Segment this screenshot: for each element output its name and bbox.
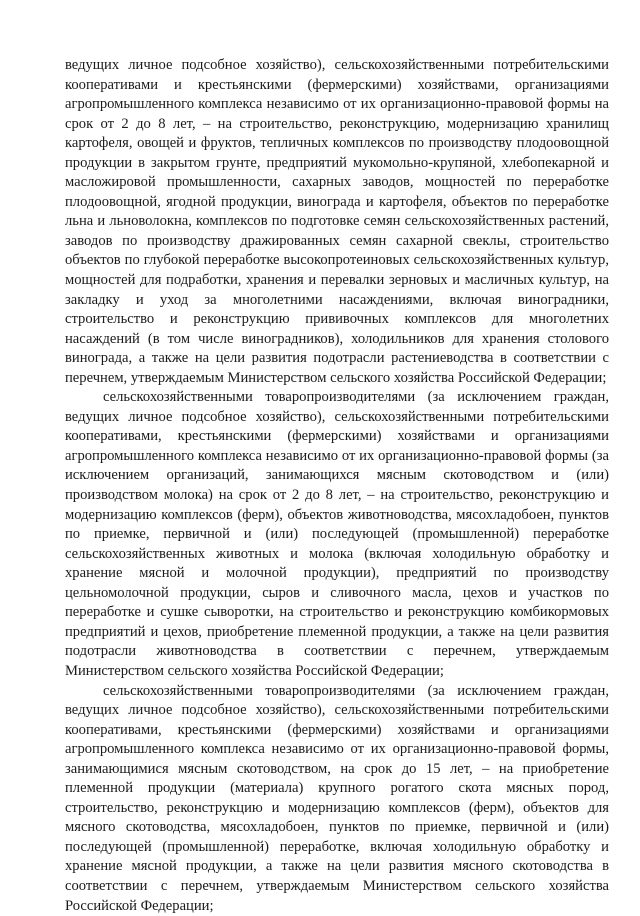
document-page	[65, 56, 609, 916]
paragraph-livestock: сельскохозяйственными товаропроизводителями (за исключением граждан, ведущих личное подсобное хозяйство), сельскохозяйственными потребительскими кооперативами, крестьянскими (фермерскими) хозяйствами и организациями агропромышленного комплекса независимо от их организационно-правовой формы (за исключением организаций, занимающихся мясным скотоводством и (или) производством молока) на срок от 2 до 8 лет, – на строительство, реконструкцию и модернизацию комплексов (ферм), объектов животноводства, мясохладобоен, пунктов по приемке, первичной и (или) последующей (промышленной) переработке сельскохозяйственных животных и молока (включая холодильную обработку и хранение мясной и молочной продукции), предприятий по производству цельномолочной продукции, сыров и сливочного масла, цехов и участков по переработке и сушке сыворотки, на строительство и реконструкцию комбикормовых предприятий и цехов, приобретение племенной продукции, а также на цели развития подотрасли животноводства в соответствии с перечнем, утверждаемым Министерством сельского хозяйства Российской Федерации;	[65, 388, 609, 681]
paragraph-crop-production: ведущих личное подсобное хозяйство), сельскохозяйственными потребительскими кооперативами и крестьянскими (фермерскими) хозяйствами, организациями агропромышленного комплекса независимо от их организационно-правовой формы на срок от 2 до 8 лет, – на строительство, реконструкцию, модернизацию хранилищ картофеля, овощей и фруктов, тепличных комплексов по производству плодоовощной продукции в закрытом грунте, предприятий мукомольно-крупяной, хлебопекарной и масложировой промышленности, сахарных заводов, мощностей по переработке плодоовощной, ягодной продукции, винограда и картофеля, объектов по переработке льна и льноволокна, комплексов по подготовке семян сельскохозяйственных растений, заводов по производству дражированных семян сахарной свеклы, строительство объектов по глубокой переработке высокопротеиновых сельскохозяйственных культур, мощностей для подработки, хранения и перевалки зерновых и масличных культур, на закладку и уход за многолетними насаждениями, включая виноградники, строительство и реконструкцию прививочных комплексов для многолетних насаждений (в том числе виноградников), холодильников для хранения столового винограда, а также на цели развития подотрасли растениеводства в соответствии с перечнем, утверждаемым Министерством сельского хозяйства Российской Федерации;	[65, 56, 609, 388]
paragraph-beef-cattle: сельскохозяйственными товаропроизводителями (за исключением граждан, ведущих личное подсобное хозяйство), сельскохозяйственными потребительскими кооперативами, крестьянскими (фермерскими) хозяйствами и организациями агропромышленного комплекса независимо от их организационно-правовой формы, занимающимися мясным скотоводством, на срок до 15 лет, – на приобретение племенной продукции (материала) крупного рогатого скота мясных пород, строительство, реконструкцию и модернизацию комплексов (ферм), объектов для мясного скотоводства, мясохладобоен, пунктов по приемке, первичной и (или) последующей (промышленной) переработке, включая холодильную обработку и хранение мясной продукции, а также на цели развития мясного скотоводства в соответствии с перечнем, утверждаемым Министерством сельского хозяйства Российской Федерации;	[65, 682, 609, 916]
